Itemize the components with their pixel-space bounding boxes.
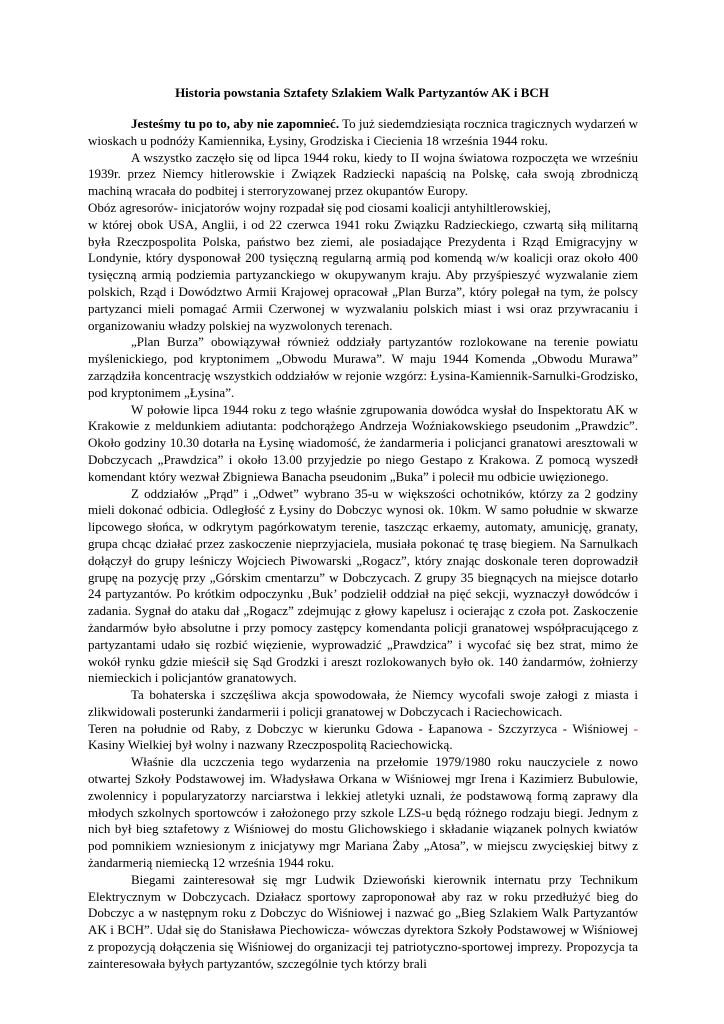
paragraph-5: „Plan Burza” obowiązywał również oddziały partyzantów rozlokowane na terenie powiatu myślenickiego, pod kryptonimem „Obwodu Murawa”. W maju 1944 Komenda „Obwodu Murawa” zarządziła koncentrację wszystkich oddziałów w rejonie wzgórz: Łysina-Kamiennik-Sarnulki-Grodzisko, pod kryptonimem „Łysina”.: [88, 334, 638, 400]
paragraph-9: [88, 721, 638, 755]
paragraph-3: Obóz agresorów- inicjatorów wojny rozpadał się pod ciosami koalicji antyhiltlerowskiej,: [88, 199, 551, 215]
red-dash: -: [633, 720, 638, 736]
document-title: Historia powstania Sztafety Szlakiem Walk Partyzantów AK i BCH: [175, 85, 549, 100]
paragraph-10: Właśnie dla uczczenia tego wydarzenia na przełomie 1979/1980 roku nauczyciele z nowo otwartej Szkoły Podstawowej im. Władysława Orkana w Wiśniowej mgr Irena i Kazimierz Bubulowie, zwolennicy i popularyzatorzy narciarstwa i lekkiej atletyki uznali, że podstawową formą zaprawy dla młodych szkolnych sportowców i założonego przy szkole LZS-u będą różnego rodzaju biegi. Jednym z nich był bieg sztafetowy z Wiśniowej do mostu Glichowskiego i składanie wiązanek polnych kwiatów pod pomnikiem wzniesionym z inicjatywy mgr Mariana Żaby „Atosa”, w miejscu zwycięskiej bitwy z żandarmerią niemiecką 12 września 1944 roku.: [88, 754, 638, 871]
paragraph-1-text: To już siedemdziesiąta rocznica tragicznych wydarzeń w wioskach u podnóży Kamiennika, Łysiny, Grodziska i Ciecienia 18 września 1944 roku.: [88, 116, 638, 148]
paragraph-7: Z oddziałów „Prąd” i „Odwet” wybrano 35-u w większości ochotników, którzy za 2 godziny mieli dokonać odbicia. Odległość z Łysiny do Dobczyc wynosi ok. 10km. W samo południe w skwarze lipcowego słońca, w odkrytym pagórkowatym terenie, taszcząc erkaemy, automaty, amunicję, granaty, grupa chcąc działać przez zaskoczenie nieprzyjaciela, musiała pokonać tę trasę biegiem. Na Sarnulkach dołączył do grupy leśniczy Wojciech Piwowarski „Rogacz”, który znając doskonale teren doprowadził grupę na pozycję przy „Górskim cmentarzu” w Dobczycach. Z grupy 35 biegnących na miejsce dotarło 24 partyzantów. Po krótkim odpoczynku ‚Buk’ podzielił oddział na pięć sekcji, wyznaczył dowódców i zadania. Sygnał do ataku dał „Rogacz” zdejmując z głowy kapelusz i ocierając z czoła pot. Zaskoczenie żandarmów było absolutne i przy pomocy zastępcy komendanta policji granatowej współpracującego z partyzantami udało się rozbić więzienie, wyprowadzić „Prawdzica” i wycofać się bez strat, mimo że wokół rynku gdzie mieścił się Sąd Grodzki i areszt rozlokowanych było ok. 140 żandarmów, żołnierzy niemieckich i policjantów granatowych.: [88, 485, 638, 686]
paragraph-8: Ta bohaterska i szczęśliwa akcja spowodowała, że Niemcy wycofali swoje załogi z miasta i zlikwidowali posterunki żandarmerii i policji granatowej w Dobczycach i Raciechowicach.: [88, 687, 638, 719]
document-body: [88, 116, 638, 973]
paragraph-2: A wszystko zaczęło się od lipca 1944 roku, kiedy to II wojna światowa rozpoczęta we wrześniu 1939r. przez Niemcy hitlerowskie i Związek Radziecki napaścią na Polskę, cała swoją zbrodniczą machiną wracała do podbitej i sterroryzowanej przez okupantów Europy.: [88, 149, 638, 199]
lead-sentence: Jesteśmy tu po to, aby nie zapomnieć.: [131, 116, 340, 131]
paragraph-6: W połowie lipca 1944 roku z tego właśnie zgrupowania dowódca wysłał do Inspektoratu AK w Krakowie z meldunkiem adiutanta: podchorążego Andrzeja Woźniakowskiego pseudonim „Prawdzic”. Około godziny 10.30 dotarła na Łysinę wiadomość, że żandarmeria i policjanci granatowi aresztowali w Dobczycach „Prawdzica” i około 13.00 przyjedzie po niego Gestapo z Krakowa. Z pomocą wyszedł komendant który wezwał Zbigniewa Banacha pseudonim „Buka” i polecił mu odbicie uwięzionego.: [88, 401, 638, 484]
paragraph-9-text-b: Kasiny Wielkiej był wolny i nazwany Rzeczpospolitą Raciechowicką.: [88, 737, 453, 753]
paragraph-9-text-a: Teren na południe od Raby, z Dobczyc w kierunku Gdowa - Łapanowa - Szczyrzyca - Wiśniowej: [88, 720, 634, 736]
paragraph-11: Biegami zainteresował się mgr Ludwik Dziewoński kierownik internatu przy Technikum Elektrycznym w Dobczycach. Działacz sportowy zaproponował aby raz w roku przedłużyć bieg do Dobczyc a w następnym roku z Dobczyc do Wiśniowej i nazwać go „Bieg Szlakiem Walk Partyzantów AK i BCH”. Udał się do Stanisława Piechowicza- wówczas dyrektora Szkoły Podstawowej w Wiśniowej z propozycją dołączenia się Wiśniowej do organizacji tej patriotyczno-sportowej imprezy. Propozycja ta zainteresowała byłych partyzantów, szczególnie tych którzy brali: [88, 871, 638, 971]
paragraph-4: w której obok USA, Anglii, i od 22 czerwca 1941 roku Związku Radzieckiego, czwartą siłą militarną była Rzeczpospolita Polska, państwo bez ziemi, ale posiadające Prezydenta i Rząd Emigracyjny w Londynie, który dysponował 200 tysięczną regularną armią pod komendą w/w koalicji oraz około 400 tysięczną armią podziemia partyzanckiego w okupywanym kraju. Aby przyśpieszyć wyzwalanie ziem polskich, Rząd i Dowództwo Armii Krajowej opracował „Plan Burza”, który polegał na tym, że polscy partyzanci mieli pomagać Armii Czerwonej w wyzwalaniu polskich miast i wsi oraz przywracaniu i organizowaniu władzy polskiej na wyzwolonych terenach.: [88, 216, 638, 333]
paragraph-1: [88, 116, 638, 150]
